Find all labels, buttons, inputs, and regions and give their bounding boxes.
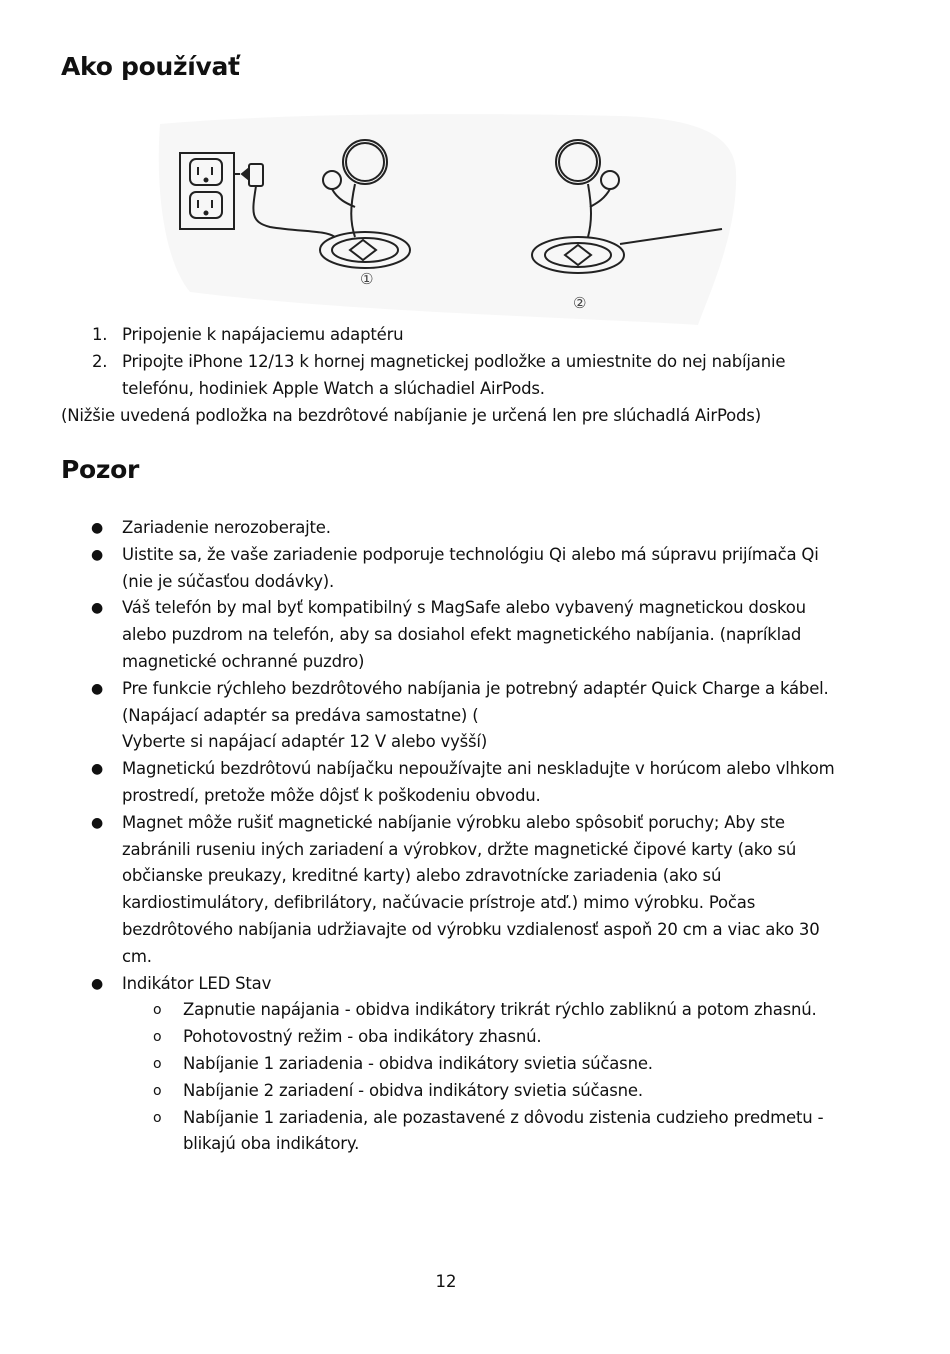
bullet-icon: ●	[91, 600, 104, 617]
list-item: ● Zariadenie nerozoberajte.	[61, 515, 841, 542]
step-1-label: ①	[360, 270, 374, 288]
illustration-background	[159, 114, 736, 325]
bullet-icon: ●	[91, 520, 104, 536]
caution-list	[61, 515, 841, 1158]
section-title-how-to-use: Ako používať	[61, 52, 240, 81]
airpods-pad-note: (Nižšie uvedená podložka na bezdrôtové nabíjanie je určená len pre slúchadlá AirPods)	[61, 406, 761, 425]
bullet-icon: ●	[91, 761, 104, 778]
circle-bullet-icon: o	[153, 1002, 162, 1019]
circle-bullet-icon: o	[153, 1109, 162, 1126]
circle-bullet-icon: o	[153, 1029, 162, 1046]
list-item: o Zapnutie napájania - obidva indikátory trikrát rýchlo zabliknú a potom zhasnú.	[122, 997, 841, 1024]
page-number: 12	[435, 1272, 457, 1291]
bullet-icon: ●	[91, 680, 104, 697]
list-item: ● Uistite sa, že vaše zariadenie podporuje technológiu Qi alebo má súpravu prijímača Qi (nie je súčasťou dodávky).	[61, 542, 841, 596]
setup-illustration	[150, 112, 740, 327]
list-item: ● Indikátor LED Stav o Zapnutie napájania - obidva indikátory trikrát rýchlo zabliknú a potom zhasnú. o Pohotovostný režim - oba indikátory zhasnú. o Nabíjanie 1 zariadenia - obidva indikátory svietia súčasne. o Nabíjanie 2 zariadení - obidva indikátory svietia súčasne. o Nabíjanie 1 zariadenia, ale pozastavené z dôvodu zistenia cudzieho predmetu - blikajú oba indikátory.	[61, 971, 841, 1159]
circle-bullet-icon: o	[153, 1055, 162, 1072]
bullet-icon: ●	[91, 975, 104, 992]
led-states-list	[122, 997, 841, 1158]
list-item: ● Váš telefón by mal byť kompatibilný s MagSafe alebo vybavený magnetickou doskou alebo puzdrom na telefón, aby sa dosiahol efekt magnetického nabíjania. (napríklad magnetické ochranné puzdro)	[61, 595, 841, 675]
list-item: ● Magnetickú bezdrôtovú nabíjačku nepoužívajte ani neskladujte v horúcom alebo vlhkom prostredí, pretože môže dôjsť k poškodeniu obvodu.	[61, 756, 841, 810]
list-item: o Nabíjanie 1 zariadenia - obidva indikátory svietia súčasne.	[122, 1051, 841, 1078]
bullet-icon: ●	[91, 546, 104, 563]
list-item: o Nabíjanie 2 zariadení - obidva indikátory svietia súčasne.	[122, 1078, 841, 1105]
bullet-icon: ●	[91, 814, 104, 831]
steps-list	[61, 322, 841, 402]
list-item: 2. Pripojte iPhone 12/13 k hornej magnetickej podložke a umiestnite do nej nabíjanie telefónu, hodiniek Apple Watch a slúchadiel AirPods.	[92, 351, 786, 398]
list-item: ● Pre funkcie rýchleho bezdrôtového nabíjania je potrebný adaptér Quick Charge a kábel. (Napájací adaptér sa predáva samostatne) ( Vyberte si napájací adaptér 12 V alebo vyšší)	[61, 676, 841, 756]
section-title-caution: Pozor	[61, 455, 140, 484]
list-item: o Pohotovostný režim - oba indikátory zhasnú.	[122, 1024, 841, 1051]
list-item: 1. Pripojenie k napájaciemu adaptéru	[92, 325, 404, 344]
list-item: o Nabíjanie 1 zariadenia, ale pozastavené z dôvodu zistenia cudzieho predmetu - blikajú oba indikátory.	[122, 1105, 841, 1159]
step-2-label: ②	[573, 294, 587, 312]
circle-bullet-icon: o	[153, 1082, 162, 1099]
list-item: ● Magnet môže rušiť magnetické nabíjanie výrobku alebo spôsobiť poruchy; Aby ste zabránili ruseniu iných zariadení a výrobkov, držte magnetické čipové karty (ako sú občianske preukazy, kreditné karty) alebo zdravotnícke zariadenia (ako sú kardiostimulátory, defibrilátory, načúvacie prístroje atď.) mimo výrobku. Počas bezdrôtového nabíjania udržiavajte od výrobku vzdialenosť aspoň 20 cm a viac ako 30 cm.	[61, 810, 841, 971]
